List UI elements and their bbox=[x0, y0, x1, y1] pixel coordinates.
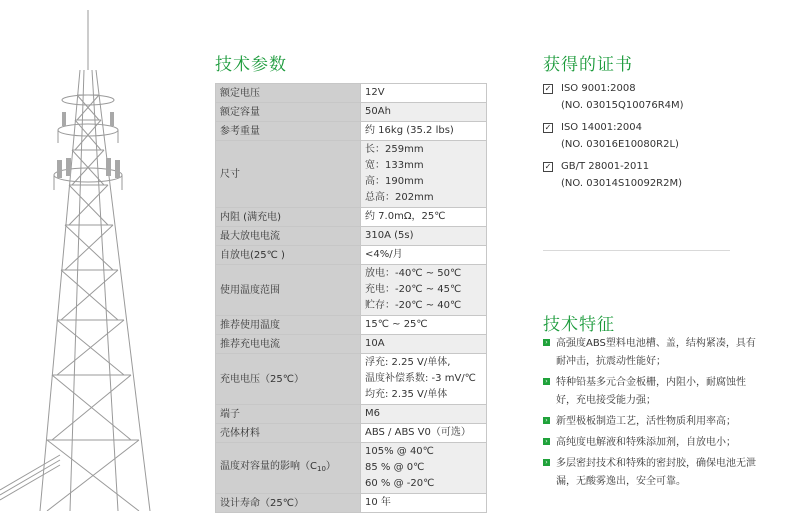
spec-value bbox=[361, 141, 487, 208]
bullet-arrow-icon: › bbox=[543, 339, 550, 346]
spec-label: 温度对容量的影响$(C_{10})$ bbox=[216, 443, 361, 494]
feature-text: 多层密封技术和特殊的密封胶，确保电池无泄漏，无酸雾逸出，安全可靠。 bbox=[556, 458, 756, 487]
spec-value-line: 长：259mm bbox=[365, 144, 424, 155]
spec-value-line: 85 % @ 0℃ bbox=[365, 462, 425, 473]
telecom-tower-illustration bbox=[0, 0, 200, 511]
spec-row bbox=[216, 405, 487, 424]
features-section-title: 技术特征 bbox=[543, 315, 615, 335]
spec-label: 尺寸 bbox=[216, 141, 361, 208]
spec-value bbox=[361, 405, 487, 424]
spec-value-line: 12V bbox=[365, 87, 385, 98]
spec-row bbox=[216, 103, 487, 122]
cert-item bbox=[543, 80, 684, 114]
cert-name: GB/T 28001-2011 bbox=[561, 161, 650, 172]
spec-value-line: 浮充: 2.25 V/单体, bbox=[365, 357, 451, 368]
feature-item bbox=[543, 413, 758, 431]
spec-value-line: 宽：133mm bbox=[365, 160, 424, 171]
feature-text: 特种铅基多元合金板栅，内阻小，耐腐蚀性好，充电接受能力强； bbox=[556, 377, 746, 406]
spec-label: 内阻 (满充电) bbox=[216, 208, 361, 227]
spec-value-line: 充电：-20℃ ~ 45℃ bbox=[365, 284, 462, 295]
spec-value-line: 105% @ 40℃ bbox=[365, 446, 434, 457]
bullet-arrow-icon: › bbox=[543, 438, 550, 445]
spec-row bbox=[216, 424, 487, 443]
cert-name: ISO 9001:2008 bbox=[561, 83, 636, 94]
cert-item bbox=[543, 119, 684, 153]
checkbox-icon: ✓ bbox=[544, 161, 552, 171]
feature-text: 高强度ABS塑料电池槽、盖，结构紧凑，具有耐冲击，抗震动性能好； bbox=[556, 338, 756, 367]
spec-value-line: 约 16kg (35.2 lbs) bbox=[365, 125, 454, 136]
spec-value-line: 60 % @ -20℃ bbox=[365, 478, 435, 489]
feature-item bbox=[543, 434, 758, 452]
spec-value-line: 15℃ ~ 25℃ bbox=[365, 319, 428, 330]
cert-number: (NO. 03014S10092R2M) bbox=[561, 178, 683, 189]
cert-list bbox=[543, 80, 684, 197]
spec-value bbox=[361, 84, 487, 103]
spec-label: 推荐充电电流 bbox=[216, 335, 361, 354]
spec-value bbox=[361, 265, 487, 316]
spec-value bbox=[361, 424, 487, 443]
spec-label: 壳体材料 bbox=[216, 424, 361, 443]
spec-value-line: <4%/月 bbox=[365, 249, 403, 260]
spec-label: 充电电压（25℃） bbox=[216, 354, 361, 405]
spec-value bbox=[361, 246, 487, 265]
spec-row bbox=[216, 354, 487, 405]
spec-value-line: 总高：202mm bbox=[365, 192, 434, 203]
spec-row bbox=[216, 335, 487, 354]
spec-value bbox=[361, 494, 487, 513]
feature-text: 新型极板制造工艺，活性物质利用率高； bbox=[556, 416, 736, 427]
bullet-arrow-icon: › bbox=[543, 378, 550, 385]
feature-list bbox=[543, 335, 758, 494]
spec-label: 设计寿命（25℃） bbox=[216, 494, 361, 513]
bullet-arrow-icon: › bbox=[543, 459, 550, 466]
spec-row bbox=[216, 265, 487, 316]
spec-label-subscript: 10 bbox=[316, 465, 326, 473]
spec-row bbox=[216, 141, 487, 208]
spec-value-line: 10A bbox=[365, 338, 385, 349]
cert-line bbox=[543, 158, 684, 175]
spec-value-line: 均充: 2.35 V/单体 bbox=[365, 389, 448, 400]
spec-value bbox=[361, 227, 487, 246]
spec-value bbox=[361, 103, 487, 122]
cert-line bbox=[543, 80, 684, 97]
spec-value-line: 310A (5s) bbox=[365, 230, 414, 241]
spec-section-title: 技术参数 bbox=[215, 55, 287, 75]
spec-row bbox=[216, 84, 487, 103]
spec-value bbox=[361, 354, 487, 405]
spec-value bbox=[361, 122, 487, 141]
feature-item bbox=[543, 335, 758, 371]
spec-label: 最大放电电流 bbox=[216, 227, 361, 246]
spec-value-line: 高：190mm bbox=[365, 176, 424, 187]
spec-label: 额定电压 bbox=[216, 84, 361, 103]
spec-value-line: 约 7.0mΩ，25℃ bbox=[365, 211, 446, 222]
section-divider bbox=[543, 250, 730, 251]
feature-text: 高纯度电解液和特殊添加剂，自放电小； bbox=[556, 437, 736, 448]
cert-section-title: 获得的证书 bbox=[543, 55, 633, 75]
feature-item bbox=[543, 374, 758, 410]
spec-value bbox=[361, 335, 487, 354]
spec-value bbox=[361, 316, 487, 335]
spec-row bbox=[216, 227, 487, 246]
spec-label: 参考重量 bbox=[216, 122, 361, 141]
spec-value-line: ABS / ABS V0（可选） bbox=[365, 427, 471, 438]
cert-line bbox=[543, 119, 684, 136]
spec-label: 推荐使用温度 bbox=[216, 316, 361, 335]
spec-label: 自放电(25℃ ) bbox=[216, 246, 361, 265]
spec-label: 使用温度范围 bbox=[216, 265, 361, 316]
spec-value bbox=[361, 208, 487, 227]
cert-number: (NO. 03015Q10076R4M) bbox=[561, 100, 684, 111]
spec-row bbox=[216, 494, 487, 513]
spec-row bbox=[216, 208, 487, 227]
spec-row bbox=[216, 443, 487, 494]
cert-number: (NO. 03016E10080R2L) bbox=[561, 139, 679, 150]
cert-item bbox=[543, 158, 684, 192]
spec-row bbox=[216, 246, 487, 265]
spec-value-line: 贮存：-20℃ ~ 40℃ bbox=[365, 300, 462, 311]
spec-value bbox=[361, 443, 487, 494]
spec-value-line: 温度补偿系数: -3 mV/℃ bbox=[365, 373, 476, 384]
checkbox-icon: ✓ bbox=[544, 83, 552, 93]
spec-row bbox=[216, 316, 487, 335]
spec-value-line: 放电：-40℃ ~ 50℃ bbox=[365, 268, 462, 279]
spec-label: 端子 bbox=[216, 405, 361, 424]
spec-value-line: 50Ah bbox=[365, 106, 391, 117]
spec-label: 额定容量 bbox=[216, 103, 361, 122]
bullet-arrow-icon: › bbox=[543, 417, 550, 424]
feature-item bbox=[543, 455, 758, 491]
cert-name: ISO 14001:2004 bbox=[561, 122, 642, 133]
checkbox-icon: ✓ bbox=[544, 122, 552, 132]
spec-row bbox=[216, 122, 487, 141]
spec-table bbox=[215, 83, 487, 513]
spec-value-line: 10 年 bbox=[365, 497, 391, 508]
spec-value-line: M6 bbox=[365, 408, 380, 419]
